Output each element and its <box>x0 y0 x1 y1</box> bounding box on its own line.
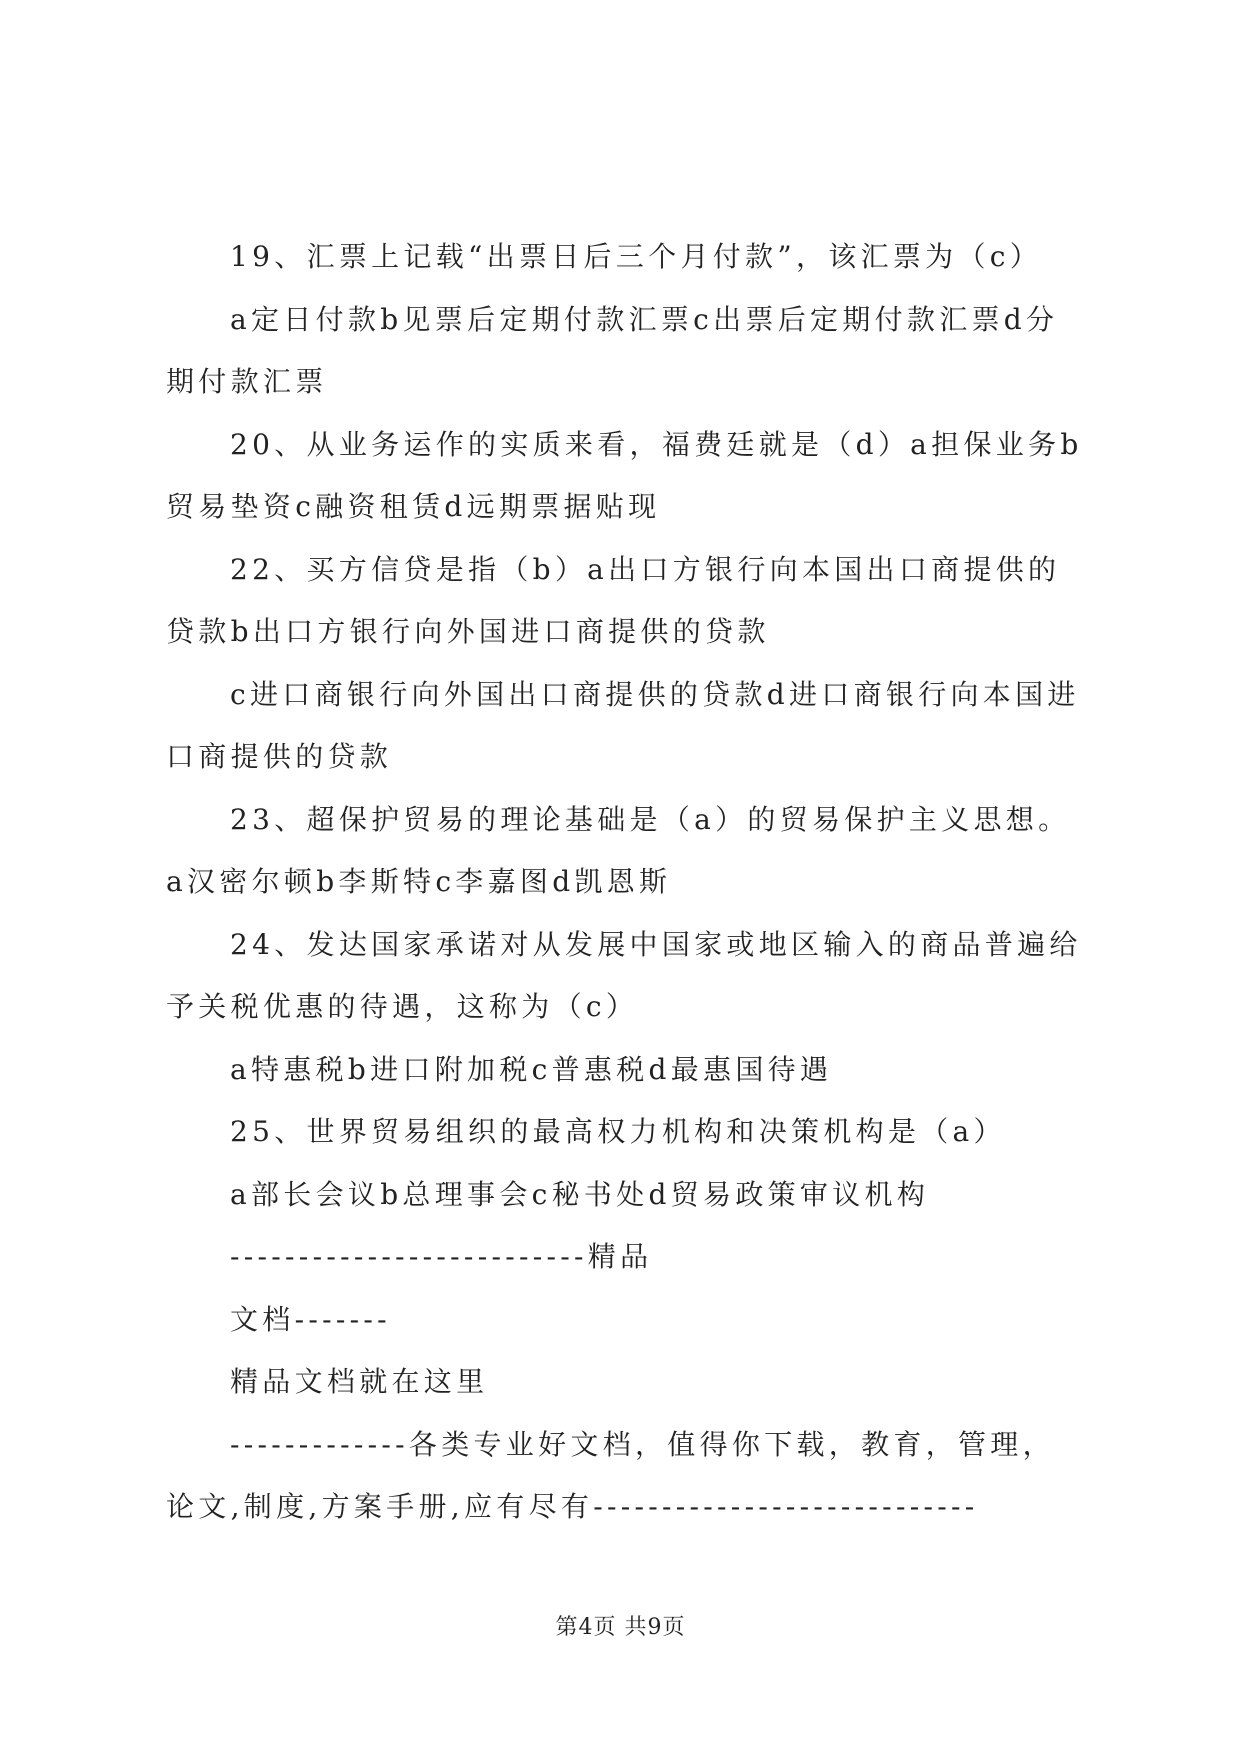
question-22-options: c进口商银行向外国出口商提供的贷款d进口商银行向本国进口商提供的贷款 <box>166 677 1080 773</box>
document-body <box>166 226 1084 1539</box>
question-25-options: a部长会议b总理事会c秘书处d贸易政策审议机构 <box>230 1177 930 1211</box>
separator-line-1: --------------------------精品 <box>230 1240 653 1273</box>
page-number-footer: 第4页 共9页 <box>555 1615 686 1640</box>
question-22: 22、买方信贷是指（b）a出口方银行向本国出口商提供的贷款b出口方银行向外国进口商提供的贷款 <box>166 552 1061 648</box>
question-24: 24、发达国家承诺对从发展中国家或地区输入的商品普遍给予关税优惠的待遇，这称为（c） <box>166 927 1082 1023</box>
question-19-options: a定日付款b见票后定期付款汇票c出票后定期付款汇票d分期付款汇票 <box>166 302 1059 398</box>
question-25: 25、世界贸易组织的最高权力机构和决策机构是（a） <box>230 1115 1006 1148</box>
separator-line-2: 文档------- <box>230 1302 391 1336</box>
question-24-options: a特惠税b进口附加税c普惠税d最惠国待遇 <box>230 1052 833 1086</box>
question-20: 20、从业务运作的实质来看，福费廷就是（d）a担保业务b贸易垫资c融资租赁d远期票据贴现 <box>166 427 1083 523</box>
promo-heading: 精品文档就在这里 <box>230 1365 489 1398</box>
promo-text: -------------各类专业好文档，值得你下载，教育，管理，论文,制度,方案手册,应有尽有---------------------------- <box>166 1427 1055 1523</box>
question-23: 23、超保护贸易的理论基础是（a）的贸易保护主义思想。a汉密尔顿b李斯特c李嘉图d凯恩斯 <box>166 802 1071 898</box>
question-19: 19、汇票上记载“出票日后三个月付款”，该汇票为（c） <box>230 240 1043 273</box>
